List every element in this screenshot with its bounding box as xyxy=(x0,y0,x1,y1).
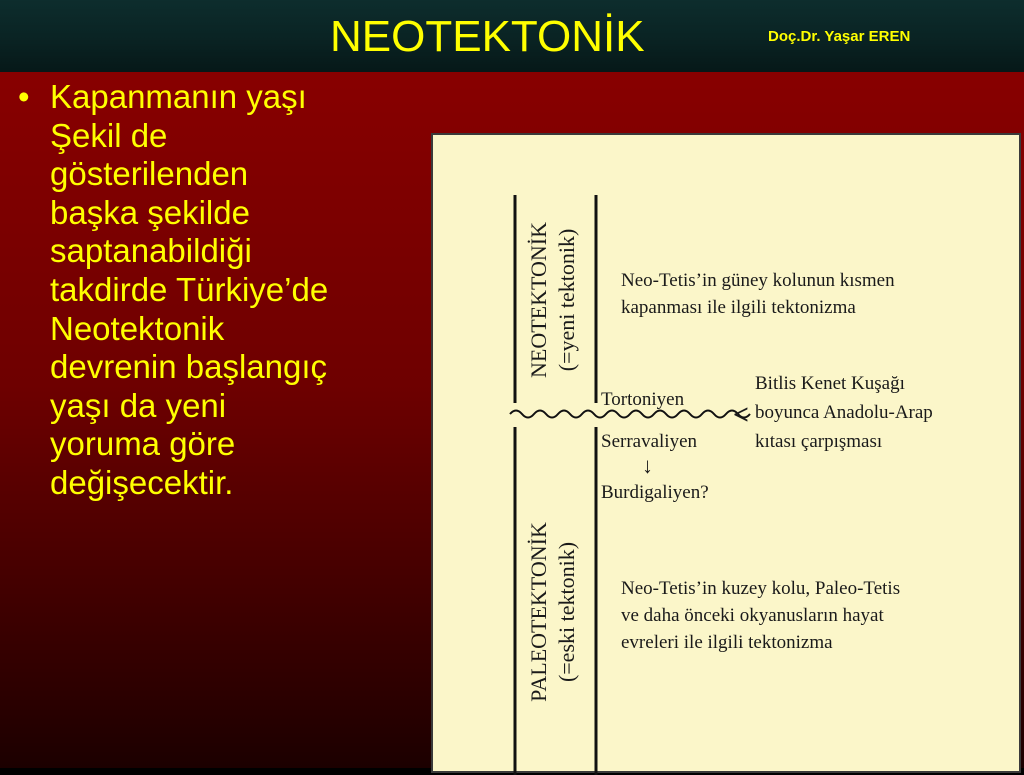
bullet-line: başka şekilde xyxy=(50,193,250,231)
bullet-line: yoruma göre xyxy=(50,425,236,463)
neo-description-line: kapanması ile ilgili tektonizma xyxy=(621,297,856,318)
paleotectonic-label: PALEOTEKTONİK xyxy=(526,522,551,702)
collision-description-line: boyunca Anadolu-Arap xyxy=(755,402,933,423)
bullet-line: yaşı da yeni xyxy=(50,386,227,424)
paleo-description-line: evreleri ile ilgili tektonizma xyxy=(621,632,833,653)
paleo-description-line: ve daha önceki okyanusların hayat xyxy=(621,605,884,626)
unconformity-wavy-line xyxy=(510,411,750,418)
bullet-line: saptanabildiği xyxy=(50,232,252,270)
stage-burdigaliyen: Burdigaliyen? xyxy=(601,482,709,503)
stage-tortoniyen: Tortoniyen xyxy=(601,389,685,410)
bullet-line: gösterilenden xyxy=(50,155,249,193)
stage-serravaliyen: Serravaliyen xyxy=(601,431,698,452)
tectonic-diagram xyxy=(433,135,1023,775)
slide-title: NEOTEKTONİK xyxy=(330,12,645,61)
collision-description-line: kıtası çarpışması xyxy=(755,431,883,452)
neo-description-line: Neo-Tetis’in güney kolunun kısmen xyxy=(621,270,895,291)
bullet-line: takdirde Türkiye’de xyxy=(50,271,329,308)
collision-description-line: Bitlis Kenet Kuşağı xyxy=(755,373,905,394)
bullet-line: değişecektir. xyxy=(50,464,234,501)
bullet-line: devrenin başlangıç xyxy=(50,348,328,386)
paleo-description-line: Neo-Tetis’in kuzey kolu, Paleo-Tetis xyxy=(621,578,901,599)
bullet-marker: • xyxy=(18,78,30,115)
title-bar xyxy=(0,0,1024,72)
tectonic-timeline-figure xyxy=(431,133,1021,773)
neotectonic-sublabel: (=yeni tektonik) xyxy=(554,228,579,372)
paleotectonic-sublabel: (=eski tektonik) xyxy=(554,541,579,683)
author-name: Doç.Dr. Yaşar EREN xyxy=(768,28,911,45)
down-arrow-icon: ↓ xyxy=(642,453,653,478)
bullet-line: Kapanmanın yaşı xyxy=(50,78,307,115)
neotectonic-label: NEOTEKTONİK xyxy=(526,221,551,379)
collision-pointer-icon: < xyxy=(733,400,749,431)
bullet-line: Neotektonik xyxy=(50,309,225,347)
bullet-line: Şekil de xyxy=(50,116,168,154)
